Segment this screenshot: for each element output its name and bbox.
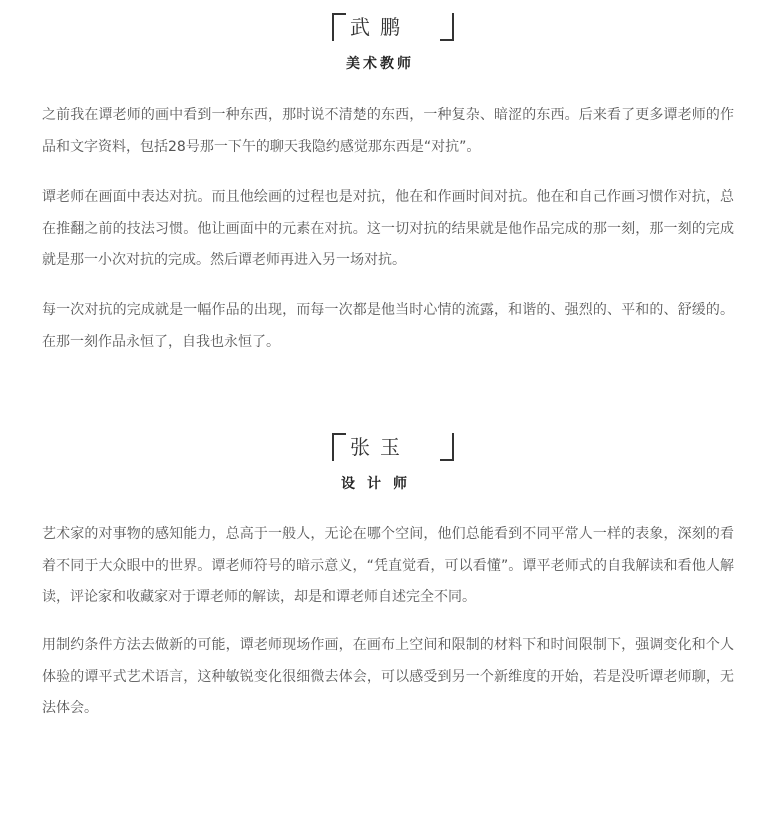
paragraph: 每一次对抗的完成就是一幅作品的出现，而每一次都是他当时心情的流露，和谐的、强烈的、平和的、舒缓的。在那一刻作品永恒了，自我也永恒了。 bbox=[42, 302, 734, 350]
paragraph: 谭老师在画面中表达对抗。而且他绘画的过程也是对抗，他在和作画时间对抗。他在和自己作画习惯作对抗，总在推翻之前的技法习惯。他让画面中的元素在对抗。这一切对抗的结果就是他作品完成的那一刻，那一刻的完成就是那一小次对抗的完成。然后谭老师再进入另一场对抗。 bbox=[42, 189, 734, 268]
person-name: 武鹏 bbox=[350, 15, 410, 39]
paragraph: 之前我在谭老师的画中看到一种东西，那时说不清楚的东西，一种复杂、暗涩的东西。后来看了更多谭老师的作品和文字资料，包括28号那一下午的聊天我隐约感觉那东西是“对抗”。 bbox=[42, 107, 734, 155]
name-heading bbox=[0, 13, 760, 43]
person-role: 美术教师 bbox=[346, 56, 414, 72]
close-corner-bracket bbox=[440, 13, 454, 41]
paragraph: 用制约条件方法去做新的可能，谭老师现场作画，在画布上空间和限制的材料下和时间限制下，强调变化和个人体验的谭平式艺术语言，这种敏锐变化很细微去体会，可以感受到另一个新维度的开始，若是没听谭老师聊，无法体会。 bbox=[42, 637, 734, 716]
person-role: 设计师 bbox=[341, 476, 419, 492]
paragraph: 艺术家的对事物的感知能力，总高于一般人，无论在哪个空间，他们总能看到不同平常人一样的表象，深刻的看着不同于大众眼中的世界。谭老师符号的暗示意义，“凭直觉看，可以看懂”。谭平老师式的自我解读和看他人解读，评论家和收藏家对于谭老师的解读，却是和谭老师自述完全不同。 bbox=[42, 526, 734, 605]
close-corner-bracket bbox=[440, 433, 454, 461]
name-heading bbox=[0, 433, 760, 463]
person-name: 张玉 bbox=[350, 435, 410, 459]
